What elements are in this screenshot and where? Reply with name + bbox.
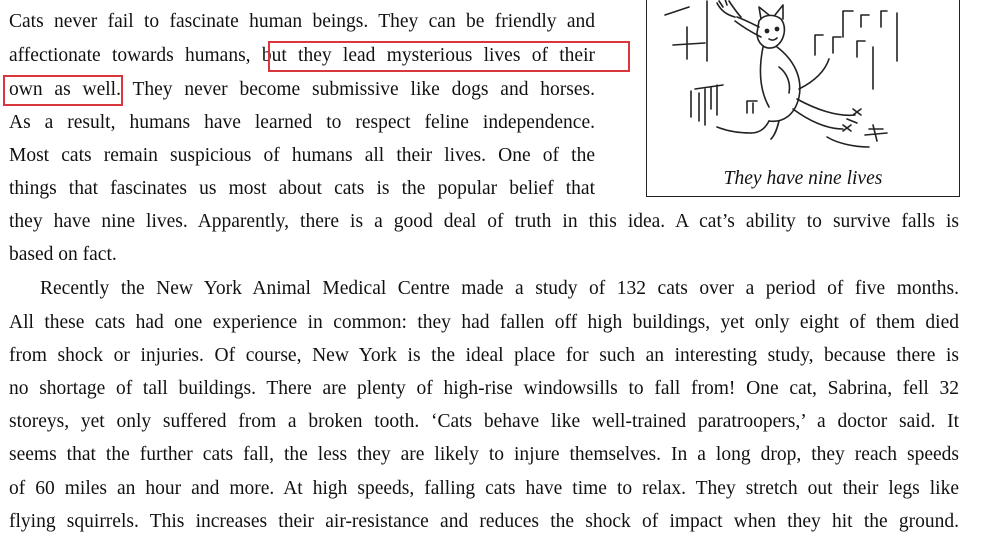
- paragraph-2-line-2: All these cats had one experience in common: they had fallen off high buildings, yet only eight of them died: [9, 312, 959, 333]
- highlight-box-2: [3, 75, 123, 106]
- text-segment: affectionate towards humans,: [9, 45, 262, 66]
- figure-caption: They have nine lives: [723, 168, 883, 189]
- highlighted-text: own as well.: [9, 79, 121, 100]
- highlight-box-1: [268, 41, 630, 72]
- paragraph-2-line-8: flying squirrels. This increases their air-resistance and reduces the shock of impact when they hit the ground.: [9, 511, 959, 532]
- paragraph-2-line-6: seems that the further cats fall, the less they are likely to injure themselves. In a long drop, they reach speeds: [9, 444, 959, 465]
- highlighted-text: but they lead mysterious lives of their: [261, 45, 596, 66]
- paragraph-1-line-7: they have nine lives. Apparently, there is a good deal of truth in this idea. A cat’s ability to survive falls is: [9, 211, 959, 232]
- paragraph-2-line-5: storeys, yet only suffered from a broken tooth. ‘Cats behave like well-trained paratroopers,’ a doctor said. It: [9, 411, 959, 432]
- paragraph-1-line-5: Most cats remain suspicious of humans all their lives. One of the: [9, 145, 595, 166]
- paragraph-2-line-7: of 60 miles an hour and more. At high speeds, falling cats have time to relax. They stretch out their legs like: [9, 478, 959, 499]
- paragraph-1-line-8: based on fact.: [9, 244, 117, 265]
- paragraph-2-line-3: from shock or injuries. Of course, New York is the ideal place for such an interesting study, because there is: [9, 345, 959, 366]
- paragraph-1-line-6: things that fascinates us most about cats is the popular belief that: [9, 178, 595, 199]
- text-segment: They never become submissive like dogs and horses.: [120, 79, 595, 100]
- paragraph-2-line-1: Recently the New York Animal Medical Centre made a study of 132 cats over a period of five months.: [40, 278, 959, 299]
- figure-box: [646, 0, 960, 197]
- paragraph-1-line-4: As a result, humans have learned to respect feline independence.: [9, 112, 595, 133]
- paragraph-1-line-1: Cats never fail to fascinate human beings. They can be friendly and: [9, 11, 595, 32]
- paragraph-2-line-4: no shortage of tall buildings. There are plenty of high-rise windowsills to fall from! One cat, Sabrina, fell 32: [9, 378, 959, 399]
